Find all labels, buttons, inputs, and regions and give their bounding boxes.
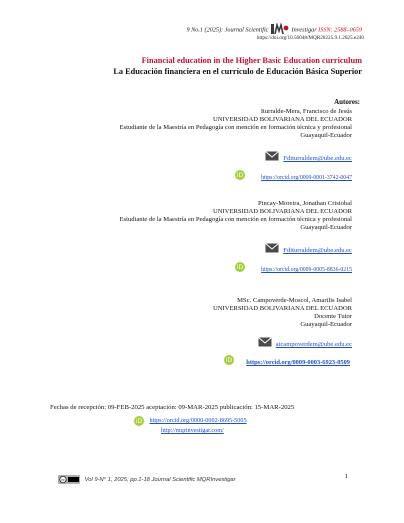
- author-orcid-link[interactable]: https://orcid.org/0009-0003-6923-0509: [246, 359, 350, 366]
- title-english: Financial education in the Higher Basic Education curriculum: [141, 56, 362, 65]
- author-email[interactable]: Fditurraldem@ube.edu.ec: [283, 247, 352, 254]
- envelope-icon: [265, 243, 279, 253]
- author-role: Docente Tutor: [314, 313, 352, 321]
- page-number: 1: [344, 473, 348, 480]
- author-name: MSc. Campoverde-Moscol, Amarilis Isabel: [237, 297, 352, 304]
- author-block-3: [213, 297, 352, 329]
- author-name: Iturralde-Mera, Francisco de Jesús: [260, 108, 352, 115]
- dates-line: Fechas de recepción: 09-FEB-2025 aceptación: 09-MAR-2025 publicación: 15-MAR-2025: [50, 404, 295, 411]
- orcid-icon: [224, 355, 234, 365]
- svg-text:iD: iD: [236, 172, 244, 180]
- author-email-row-3: [258, 333, 352, 351]
- dates-links: [134, 416, 247, 435]
- author-location: Guayaquil-Ecuador: [300, 321, 352, 329]
- authors-heading: Autores:: [334, 98, 360, 106]
- envelope-icon: [265, 151, 279, 161]
- svg-text:iD: iD: [135, 418, 143, 426]
- footer: [58, 475, 236, 484]
- creative-commons-icon: [58, 475, 80, 484]
- journal-site-link[interactable]: http://mqrinvestigar.com/: [161, 427, 224, 434]
- journal-orcid-link[interactable]: https://orcid.org/0000-0002-8695-5005: [149, 417, 247, 425]
- author-location: Guayaquil-Ecuador: [300, 224, 352, 232]
- orcid-icon: [235, 262, 245, 272]
- orcid-icon: [134, 416, 144, 426]
- author-institution: UNIVERSIDAD BOLIVARIANA DEL ECUADOR: [212, 208, 352, 216]
- svg-text:cc: cc: [61, 478, 65, 482]
- issn: ISSN: 2588–0659: [318, 26, 362, 34]
- doi-link[interactable]: https://doi.org/10.56048/MQR20225.9.1.2025.e240: [256, 35, 364, 41]
- footer-text: Vol 9-N° 1, 2025, pp.1-18 Journal Scientific MQRInvestigar: [84, 477, 236, 484]
- journal-logo-icon: [271, 23, 289, 35]
- svg-text:iD: iD: [236, 264, 244, 272]
- author-orcid-link[interactable]: https://orcid.org/0009-0001-3742-0047: [261, 175, 352, 181]
- author-institution: UNIVERSIDAD BOLIVARIANA DEL ECUADOR: [212, 305, 352, 313]
- author-institution: UNIVERSIDAD BOLIVARIANA DEL ECUADOR: [212, 116, 352, 124]
- author-email-row-1: [265, 147, 352, 165]
- title-spanish: La Educación financiera en el currículo de Educación Básica Superior: [113, 67, 362, 76]
- author-email[interactable]: aicampoverdem@ube.edu.ec: [275, 341, 352, 348]
- author-location: Guayaquil-Ecuador: [300, 132, 352, 140]
- journal-prefix: 9 No.1 (2025): Journal Scientific: [186, 26, 269, 34]
- author-orcid-link[interactable]: https://orcid.org/0009-0005-8836-0215: [261, 267, 352, 273]
- author-block-2: [119, 200, 352, 232]
- author-orcid-row-3: [224, 351, 350, 369]
- svg-text:iD: iD: [226, 357, 233, 365]
- orcid-icon: [235, 170, 245, 180]
- envelope-icon: [258, 337, 272, 347]
- author-block-1: [119, 108, 352, 140]
- author-role: Estudiante de la Maestría en Pedagogía con mención en formación técnica y profesional: [119, 124, 352, 132]
- author-name: Pincay-Moreira, Jonathan Cristobal: [258, 200, 352, 207]
- author-email-row-2: [265, 239, 352, 257]
- journal-logo-word: Investigar: [291, 26, 317, 34]
- author-orcid-row-1: [235, 166, 352, 184]
- author-role: Estudiante de la Maestría en Pedagogía con mención en formación técnica y profesional: [119, 216, 352, 224]
- author-orcid-row-2: [235, 258, 352, 276]
- author-email[interactable]: Fditurraldem@ube.edu.ec: [283, 155, 352, 162]
